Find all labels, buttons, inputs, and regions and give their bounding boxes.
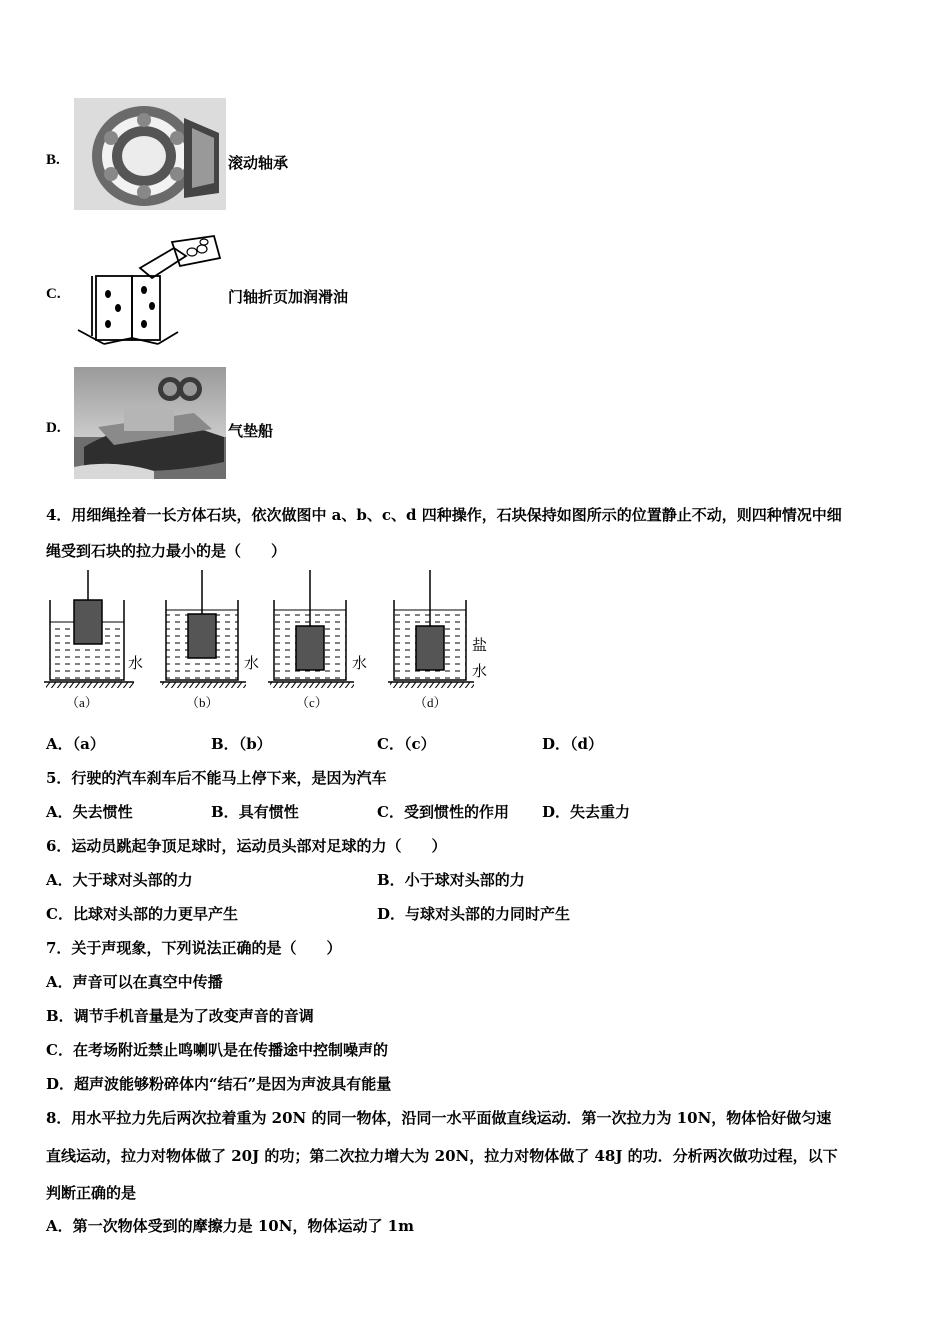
beaker-b [160,570,246,688]
question-stem: 4．用细绳拴着一长方体石块，依次做图中 a、b、c、d 四种操作，石块保持如图所示的位置静止不动，则四种情况中细 [46,506,842,524]
figure-caption-c: （c） [296,695,328,710]
q5-option-a[interactable] [46,801,133,822]
option-text: 声音可以在真空中传播 [72,973,223,991]
option-text: 超声波能够粉碎体内“结石”是因为声波具有能量 [74,1075,392,1093]
q4-option-c[interactable] [377,733,436,754]
option-letter: D． [542,735,571,753]
question-stem: 6．运动员跳起争顶足球时，运动员头部对足球的力（ ） [46,837,447,855]
option-text: 第一次物体受到的摩擦力是 10N，物体运动了 1m [72,1217,414,1235]
option-letter: A． [46,1217,73,1235]
option-letter: C． [46,1041,73,1059]
option-text: 大于球对头部的力 [72,871,193,889]
option-text: （c） [403,735,436,753]
beaker-d [388,570,474,688]
q4-option-d[interactable] [542,733,603,754]
question-stem: 5．行驶的汽车刹车后不能马上停下来，是因为汽车 [46,769,387,787]
liquid-label-a: 水 [128,654,144,672]
option-text: 具有惯性 [238,803,299,821]
q7-option-d[interactable] [46,1073,391,1094]
option-letter: A． [46,871,73,889]
option-letter: B. [46,152,60,168]
beaker-a [44,570,134,688]
question-stem: 7．关于声现象，下列说法正确的是（ ） [46,939,342,957]
figure-caption-d: （d） [414,695,447,710]
option-text: 在考场附近禁止鸣喇叭是在传播途中控制噪声的 [72,1041,388,1059]
option-text: 失去惯性 [72,803,133,821]
option-letter: A． [46,973,73,991]
option-label: 滚动轴承 [228,154,289,172]
option-letter: B． [377,871,405,889]
option-label: 门轴折页加润滑油 [228,288,349,306]
option-letter: D． [46,1075,75,1093]
q5-option-b[interactable] [211,801,299,822]
q6-option-b[interactable] [377,869,525,890]
q5-option-d[interactable] [542,801,630,822]
option-text: （b） [238,735,272,753]
liquid-label-d-top: 盐 [472,636,488,654]
question-stem: 8．用水平拉力先后两次拉着重为 20N 的同一物体，沿同一水平面做直线运动．第一次拉力为 10N，物体恰好做匀速 [46,1109,832,1127]
question-stem-cont: 绳受到石块的拉力最小的是（ ） [46,542,287,560]
q7-option-a[interactable] [46,971,223,992]
q6-option-d[interactable] [377,903,570,924]
option-label: 气垫船 [228,422,274,440]
option-text: 小于球对头部的力 [404,871,525,889]
option-letter: C． [46,905,73,923]
option-letter: D． [377,905,406,923]
q4-option-b[interactable] [211,733,272,754]
question-stem-cont: 直线运动，拉力对物体做了 20J 的功；第二次拉力增大为 20N，拉力对物体做了 48J 的功．分析两次做功过程，以下 [46,1147,838,1165]
option-text: （d） [570,735,604,753]
figure-caption-a: （a） [66,695,98,710]
option-text: 与球对头部的力同时产生 [405,905,571,923]
option-letter: B． [211,803,239,821]
option-letter: D． [542,803,571,821]
option-letter: C． [377,735,404,753]
option-text: 失去重力 [570,803,631,821]
q8-option-a[interactable] [46,1215,414,1236]
option-letter: B． [46,1007,74,1025]
option-letter: C. [46,286,61,302]
question-stem-cont: 判断正确的是 [46,1184,137,1202]
option-text: 比球对头部的力更早产生 [72,905,238,923]
q7-option-c[interactable] [46,1039,388,1060]
option-text: 调节手机音量是为了改变声音的音调 [73,1007,314,1025]
option-letter: C． [377,803,404,821]
option-text: （a） [72,735,105,753]
option-letter: A． [46,735,73,753]
liquid-label-d-bottom: 水 [472,662,488,680]
liquid-label-c: 水 [352,654,368,672]
figure-caption-b: （b） [186,695,219,710]
option-letter: A． [46,803,73,821]
door-hinge-image [74,232,226,348]
q5-option-c[interactable] [377,801,509,822]
beaker-c [268,570,354,688]
q4-option-a[interactable] [46,733,105,754]
rolling-bearing-image [74,98,226,210]
liquid-label-b: 水 [244,654,260,672]
stone-in-liquid-figure [44,570,504,710]
hovercraft-image [74,367,226,479]
option-letter: B． [211,735,239,753]
q6-option-a[interactable] [46,869,193,890]
q7-option-b[interactable] [46,1005,314,1026]
option-letter: D. [46,420,61,436]
option-text: 受到惯性的作用 [403,803,509,821]
q6-option-c[interactable] [46,903,238,924]
